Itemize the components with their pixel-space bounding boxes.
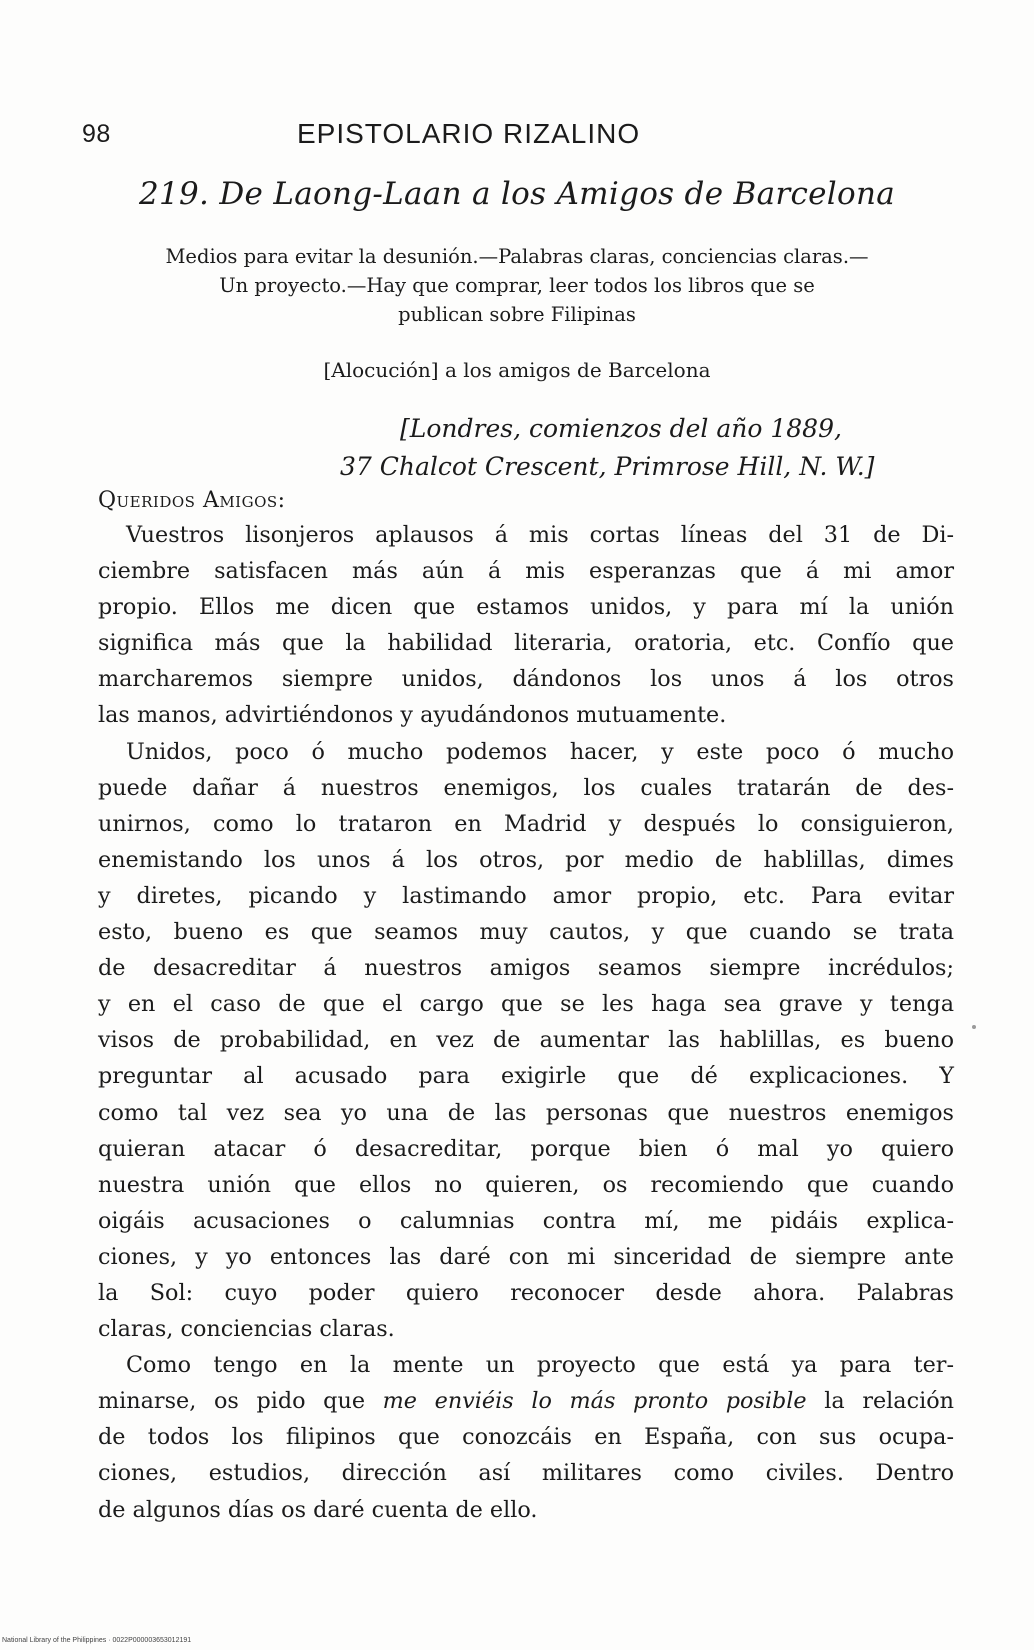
- letter-heading: 219. De Laong-Laan a los Amigos de Barcelona: [138, 176, 896, 212]
- body-line: significa más que la habilidad literaria, oratoria, etc. Confío que: [98, 630, 954, 657]
- body-line: unirnos, como lo trataron en Madrid y después lo consiguieron,: [98, 810, 954, 837]
- emphasized-text: me enviéis lo más pronto posible: [382, 1388, 807, 1415]
- body-line: Vuestros lisonjeros aplausos á mis cortas líneas del 31 de Di-: [126, 522, 954, 548]
- body-line: de algunos días os daré cuenta de ello.: [98, 1496, 538, 1523]
- body-line: Como tengo en la mente un proyecto que está ya para ter-: [126, 1352, 954, 1379]
- scan-source-note: National Library of the Philippines · 0022P000003653012191: [2, 1637, 192, 1644]
- body-line: propio. Ellos me dicen que estamos unidos, y para mí la unión: [98, 594, 954, 621]
- summary-line: publican sobre Filipinas: [398, 303, 636, 326]
- running-title: EPISTOLARIO RIZALINO: [297, 118, 641, 149]
- letter-summary: [82, 242, 952, 329]
- body-line-with-emphasis: [98, 1383, 954, 1419]
- dateline: [340, 410, 952, 486]
- dateline-place-date: [Londres, comienzos del año 1889,: [400, 414, 842, 443]
- salutation: Queridos Amigos:: [98, 488, 286, 513]
- body-line: quieran atacar ó desacreditar, porque bien ó mal yo quiero: [98, 1135, 954, 1162]
- body-line: enemistando los unos á los otros, por medio de hablillas, dimes: [98, 846, 954, 873]
- body-line: ciones, estudios, dirección así militares como civiles. Dentro: [98, 1460, 954, 1487]
- body-line: y en el caso de que el cargo que se les haga sea grave y tenga: [98, 991, 954, 1018]
- page-number: 98: [82, 120, 111, 148]
- body-line: puede dañar á nuestros enemigos, los cuales tratarán de des-: [98, 774, 954, 801]
- body-line: la Sol: cuyo poder quiero reconocer desde ahora. Palabras: [98, 1279, 954, 1306]
- allocution-line: [Alocución] a los amigos de Barcelona: [323, 358, 711, 382]
- body-line: nuestra unión que ellos no quieren, os recomiendo que cuando: [98, 1171, 954, 1198]
- page-header: [82, 118, 952, 158]
- letter-body: [98, 517, 954, 1528]
- summary-line: Un proyecto.—Hay que comprar, leer todos los libros que se: [219, 274, 815, 297]
- body-line: Unidos, poco ó mucho podemos hacer, y este poco ó mucho: [126, 738, 954, 765]
- body-line: claras, conciencias claras.: [98, 1316, 395, 1343]
- dateline-address: 37 Chalcot Crescent, Primrose Hill, N. W.]: [340, 452, 875, 481]
- body-line: oigáis acusaciones o calumnias contra mí, me pidáis explica-: [98, 1207, 954, 1234]
- body-line: esto, bueno es que seamos muy cautos, y que cuando se trata: [98, 919, 954, 946]
- body-line: ciones, y yo entonces las daré con mi sinceridad de siempre ante: [98, 1243, 954, 1270]
- body-line: como tal vez sea yo una de las personas que nuestros enemigos: [98, 1099, 954, 1126]
- body-line: marcharemos siempre unidos, dándonos los unos á los otros: [98, 666, 954, 693]
- body-line: y diretes, picando y lastimando amor propio, etc. Para evitar: [98, 882, 954, 909]
- body-line: de todos los filipinos que conozcáis en España, con sus ocupa-: [98, 1424, 954, 1451]
- body-line: de desacreditar á nuestros amigos seamos siempre incrédulos;: [98, 955, 954, 982]
- body-text-run: la relación: [806, 1388, 954, 1415]
- body-line: preguntar al acusado para exigirle que dé explicaciones. Y: [98, 1063, 954, 1090]
- scan-speck: [972, 1025, 976, 1029]
- body-line: las manos, advirtiéndonos y ayudándonos mutuamente.: [98, 702, 727, 729]
- body-line: visos de probabilidad, en vez de aumentar las hablillas, es bueno: [98, 1027, 954, 1054]
- body-text-run: minarse, os pido que: [98, 1388, 383, 1415]
- summary-line: Medios para evitar la desunión.—Palabras claras, conciencias claras.—: [165, 245, 869, 268]
- body-line: ciembre satisfacen más aún á mis esperanzas que á mi amor: [98, 558, 954, 585]
